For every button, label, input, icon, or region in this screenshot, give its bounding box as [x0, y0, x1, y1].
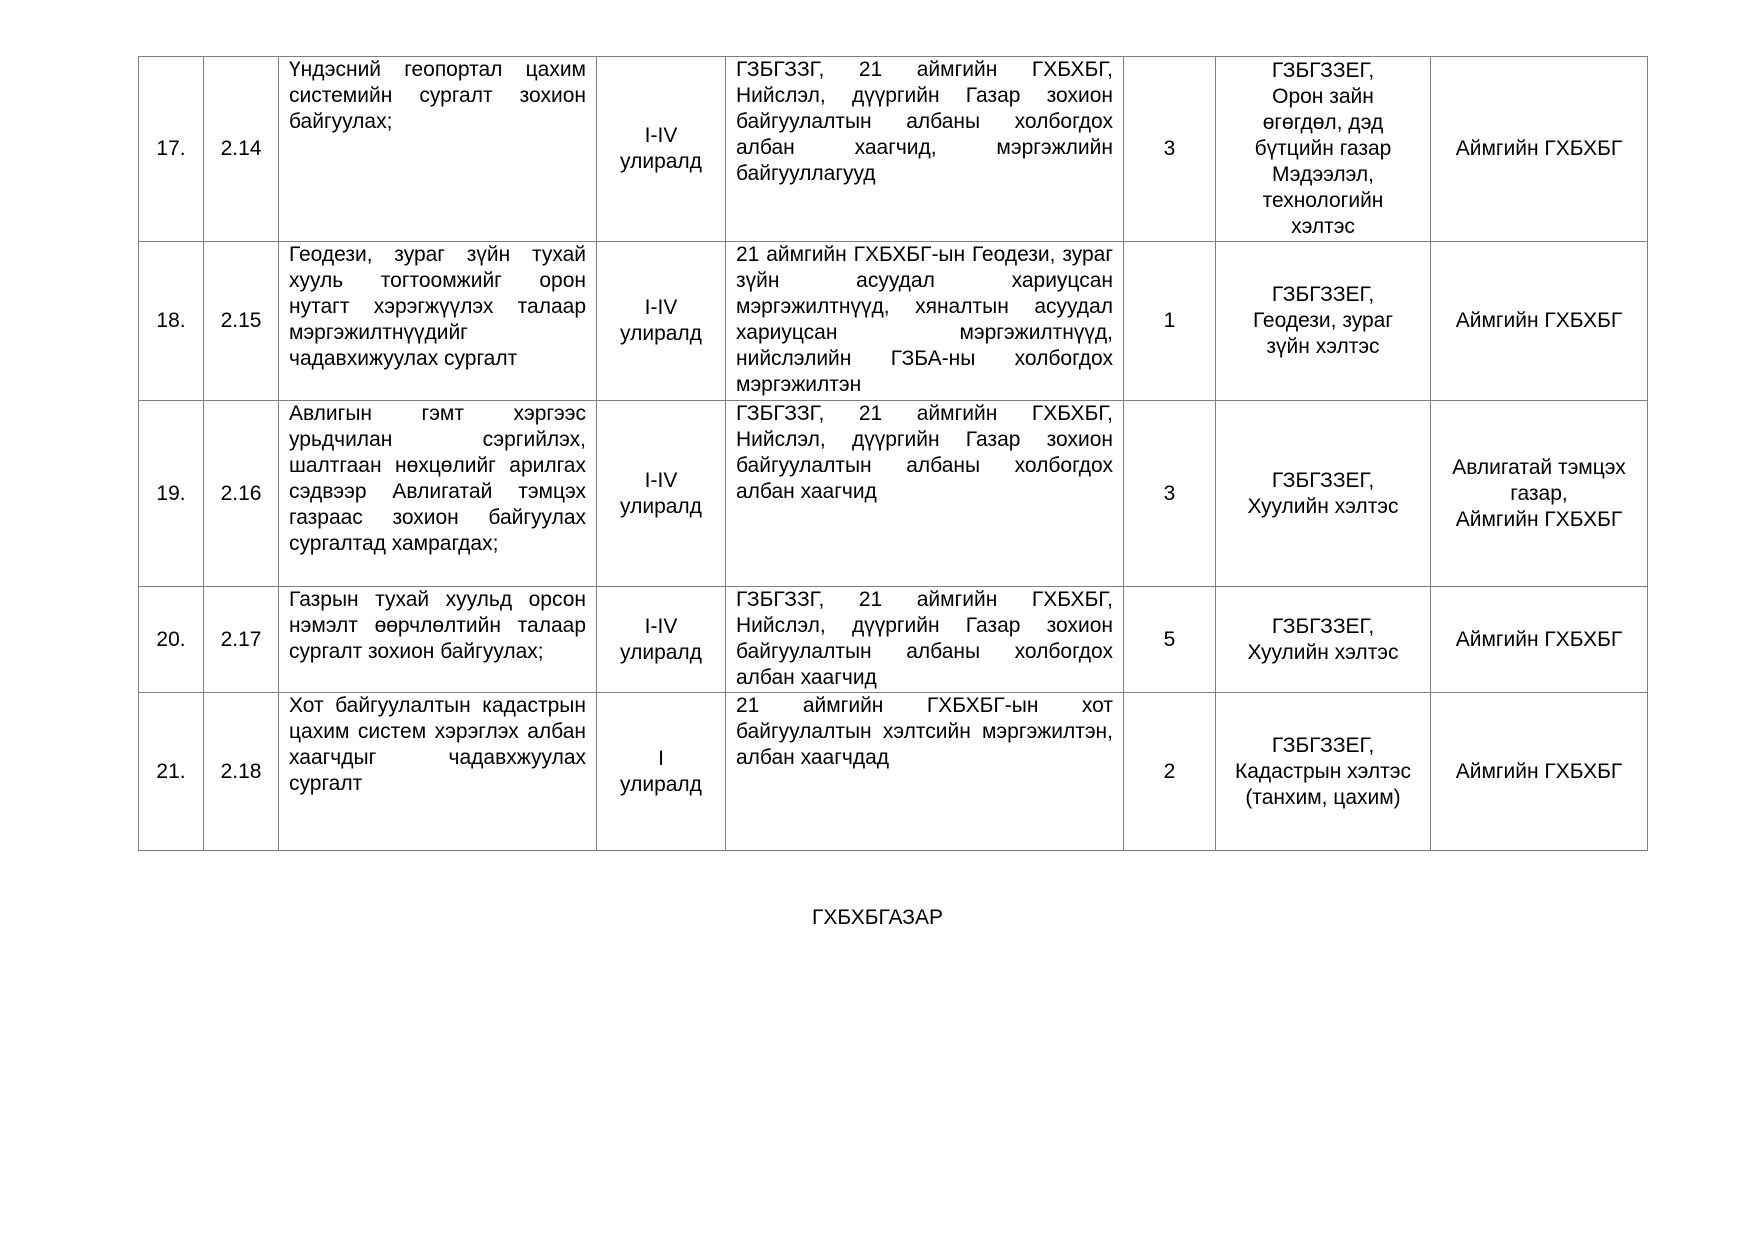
count: 3 [1124, 401, 1216, 587]
count: 2 [1124, 693, 1216, 851]
row-number: 18. [139, 242, 204, 401]
training-topic: Газрын тухай хуульд орсон нэмэлт өөрчлөлтийн талаар сургалт зохион байгуулах; [279, 587, 597, 693]
table-row [139, 693, 1648, 851]
participants: 21 аймгийн ГХБХБГ-ын Геодези, зураг зүйн асуудал хариуцсан мэргэжилтнүүд, хяналтын асуудал хариуцсан мэргэжилтнүүд, нийслэлийн ГЗБА-ны холбогдох мэргэжилтэн [726, 242, 1124, 401]
count: 5 [1124, 587, 1216, 693]
training-topic: Геодези, зураг зүйн тухай хууль тогтоомжийг орон нутагт хэрэгжүүлэх талаар мэргэжилтнүүдийг чадавхижуулах сургалт [279, 242, 597, 401]
participants: ГЗБГЗЗГ, 21 аймгийн ГХБХБГ, Нийслэл, дүүргийн Газар зохион байгуулалтын албаны холбогдох албан хаагчид [726, 587, 1124, 693]
responsible: Аймгийн ГХБХБГ [1431, 587, 1648, 693]
row-number: 19. [139, 401, 204, 587]
responsible: Аймгийн ГХБХБГ [1431, 693, 1648, 851]
organizer: ГЗБГЗЗЕГ, Орон зайн өгөгдөл, дэд бүтцийн газар Мэдээлэл, технологийн хэлтэс [1216, 57, 1431, 242]
count: 1 [1124, 242, 1216, 401]
time-period: I улиралд [597, 693, 726, 851]
item-code: 2.15 [204, 242, 279, 401]
training-topic: Авлигын гэмт хэргээс урьдчилан сэргийлэх, шалтгаан нөхцөлийг арилгах сэдвээр Авлигатай тэмцэх газраас зохион байгуулах сургалтад хамрагдах; [279, 401, 597, 587]
time-period: I-IV улиралд [597, 587, 726, 693]
row-number: 21. [139, 693, 204, 851]
participants: ГЗБГЗЗГ, 21 аймгийн ГХБХБГ, Нийслэл, дүүргийн Газар зохион байгуулалтын албаны холбогдох албан хаагчид [726, 401, 1124, 587]
organizer: ГЗБГЗЗЕГ, Хуулийн хэлтэс [1216, 401, 1431, 587]
item-code: 2.17 [204, 587, 279, 693]
organizer: ГЗБГЗЗЕГ, Геодези, зураг зүйн хэлтэс [1216, 242, 1431, 401]
organizer: ГЗБГЗЗЕГ, Хуулийн хэлтэс [1216, 587, 1431, 693]
training-topic: Үндэсний геопортал цахим системийн сургалт зохион байгуулах; [279, 57, 597, 242]
time-period: I-IV улиралд [597, 401, 726, 587]
participants: ГЗБГЗЗГ, 21 аймгийн ГХБХБГ, Нийслэл, дүүргийн Газар зохион байгуулалтын албаны холбогдох албан хаагчид, мэргэжлийн байгууллагууд [726, 57, 1124, 242]
item-code: 2.16 [204, 401, 279, 587]
item-code: 2.18 [204, 693, 279, 851]
organizer: ГЗБГЗЗЕГ, Кадастрын хэлтэс (танхим, цахим) [1216, 693, 1431, 851]
count: 3 [1124, 57, 1216, 242]
training-topic: Хот байгуулалтын кадастрын цахим систем хэрэглэх албан хаагчдыг чадавхжуулах сургалт [279, 693, 597, 851]
responsible: Аймгийн ГХБХБГ [1431, 242, 1648, 401]
responsible: Авлигатай тэмцэх газар, Аймгийн ГХБХБГ [1431, 401, 1648, 587]
participants: 21 аймгийн ГХБХБГ-ын хот байгуулалтын хэлтсийн мэргэжилтэн, албан хаагчдад [726, 693, 1124, 851]
table-row [139, 401, 1648, 587]
row-number: 20. [139, 587, 204, 693]
item-code: 2.14 [204, 57, 279, 242]
time-period: I-IV улиралд [597, 242, 726, 401]
responsible: Аймгийн ГХБХБГ [1431, 57, 1648, 242]
footer-text: ГХБХБГАЗАР [812, 906, 943, 929]
table-row [139, 242, 1648, 401]
table-row [139, 587, 1648, 693]
plan-table [138, 56, 1648, 851]
time-period: I-IV улиралд [597, 57, 726, 242]
table-row [139, 57, 1648, 242]
row-number: 17. [139, 57, 204, 242]
